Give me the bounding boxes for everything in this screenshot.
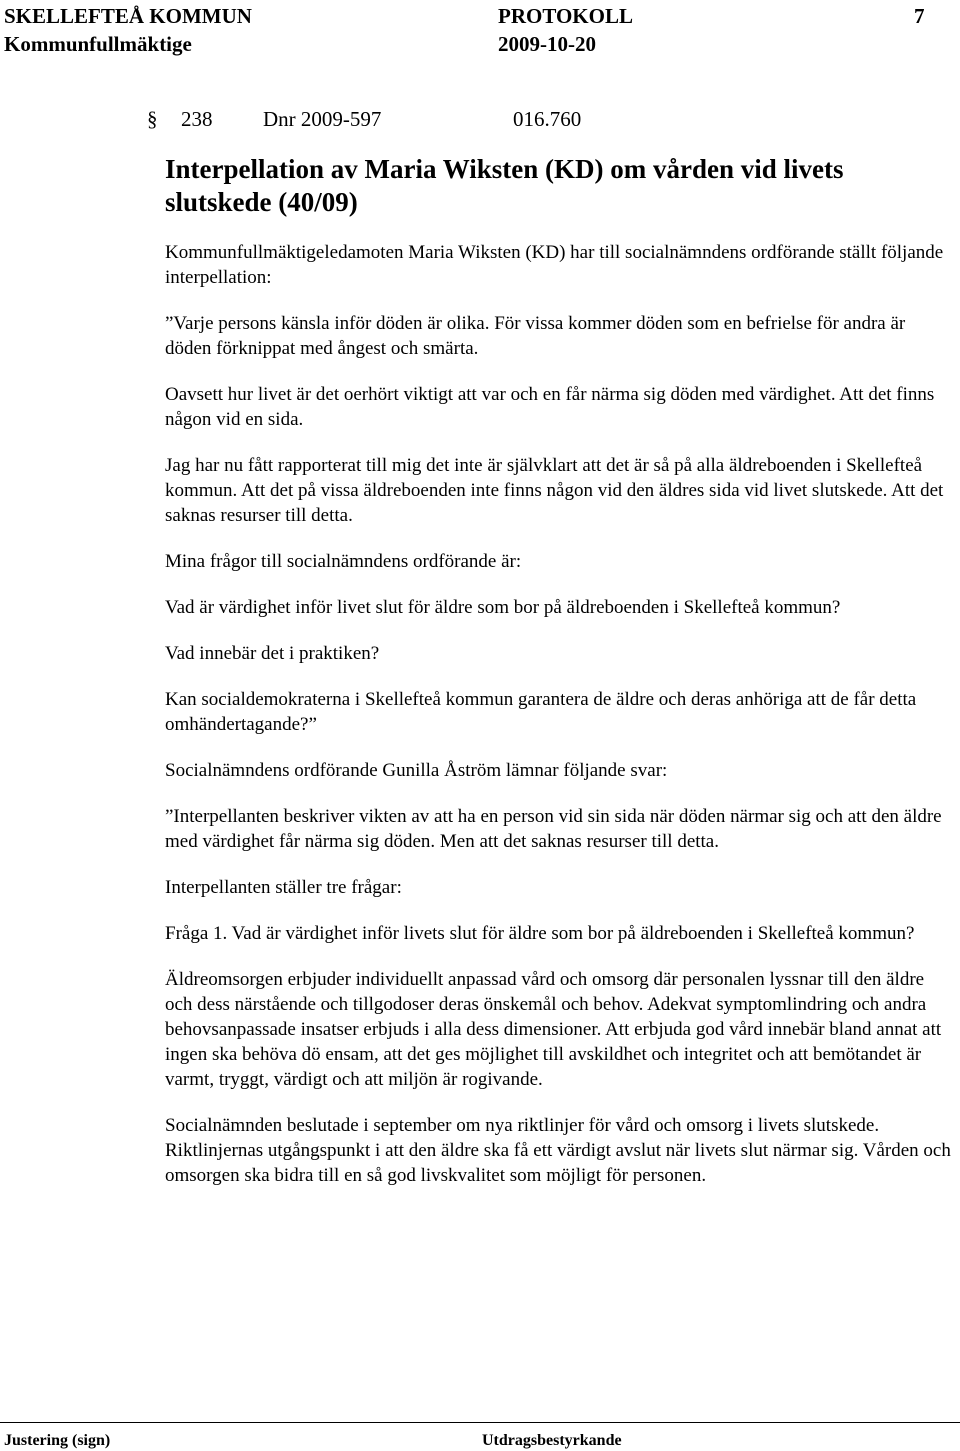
paragraph-question-2: Vad innebär det i praktiken? <box>165 643 380 664</box>
footer-justering: Justering (sign) <box>4 1432 111 1449</box>
page-number: 7 <box>914 4 925 28</box>
paragraph-question-1: Vad är värdighet inför livet slut för äldre som bor på äldreboenden i Skellefteå kommun? <box>165 597 841 618</box>
footer-divider <box>0 1422 960 1423</box>
paragraph-quote-2: Oavsett hur livet är det oerhört viktigt att var och en får närma sig döden med värdighet. Att det finns någon vid en sida. <box>165 384 935 430</box>
document-body <box>147 105 955 1188</box>
case-number: 238 <box>181 107 213 131</box>
organization-name: SKELLEFTEÅ KOMMUN <box>4 4 252 28</box>
paragraph-answer-3: Äldreomsorgen erbjuder individuellt anpassad vård och omsorg där personalen lyssnar till den äldre och dess närstående och tillgodoser deras önskemål och behov. Adekvat symptomlindring och andra behovsanpassade insatser erbjuds i alla dess dimensioner. Att erbjuda god vård innebär bland annat att ingen ska behöva dö ensam, att det ges möjlighet till avskildhet och integritet och att bemötandet är varmt, tryggt, värdigt och att miljön är rogivande. <box>165 969 942 1090</box>
diary-number: Dnr 2009-597 <box>263 107 382 131</box>
paragraph-answer-1: ”Interpellanten beskriver vikten av att ha en person vid sin sida när döden närmar sig och att den äldre med värdighet får närma sig döden. Men att det saknas resurser till detta. <box>165 806 942 852</box>
document-type: PROTOKOLL <box>498 4 633 28</box>
paragraph-answer-2: Interpellanten ställer tre frågar: <box>165 877 402 898</box>
paragraph-question-3: Kan socialdemokraterna i Skellefteå kommun garantera de äldre och deras anhöriga att de får detta omhändertagande?” <box>165 689 917 735</box>
paragraph-answer-4: Socialnämnden beslutade i september om nya riktlinjer för vård och omsorg i livets slutskede. Riktlinjernas utgångspunkt i att den äldre ska få ett värdigt avslut när livets slut närmar sig. Vården och omsorgen ska bidra till en så god livskvalitet som möjligt för personen. <box>165 1115 951 1186</box>
page-footer <box>0 1422 960 1451</box>
archive-reference: 016.760 <box>513 107 582 131</box>
paragraph-quote-1: ”Varje persons känsla inför döden är olika. För vissa kommer döden som en befrielse för andra är döden förknippat med ångest och smärta. <box>165 313 906 359</box>
paragraph-questions-intro: Mina frågor till socialnämndens ordförande är: <box>165 551 522 572</box>
page-header <box>0 4 960 60</box>
paragraph-answer-intro: Socialnämndens ordförande Gunilla Åström lämnar följande svar: <box>165 760 668 781</box>
meeting-date: 2009-10-20 <box>498 32 596 56</box>
case-reference-line <box>147 105 955 133</box>
footer-utdrag: Utdragsbestyrkande <box>482 1432 622 1449</box>
paragraph-intro: Kommunfullmäktigeledamoten Maria Wiksten (KD) har till socialnämndens ordförande ställt följande interpellation: <box>165 242 944 288</box>
document-title: Interpellation av Maria Wiksten (KD) om vården vid livets slutskede (40/09) <box>165 154 844 217</box>
paragraph-quote-3: Jag har nu fått rapporterat till mig det inte är självklart att det är så på alla äldreboenden i Skellefteå kommun. Att det på vissa äldreboenden inte finns någon vid den äldres sida vid livet slutskede. Att det saknas resurser till detta. <box>165 455 944 526</box>
assembly-name: Kommunfullmäktige <box>4 32 192 56</box>
section-symbol: § <box>147 107 158 131</box>
paragraph-answer-question-1: Fråga 1. Vad är värdighet inför livets slut för äldre som bor på äldreboenden i Skellefteå kommun? <box>165 923 915 944</box>
